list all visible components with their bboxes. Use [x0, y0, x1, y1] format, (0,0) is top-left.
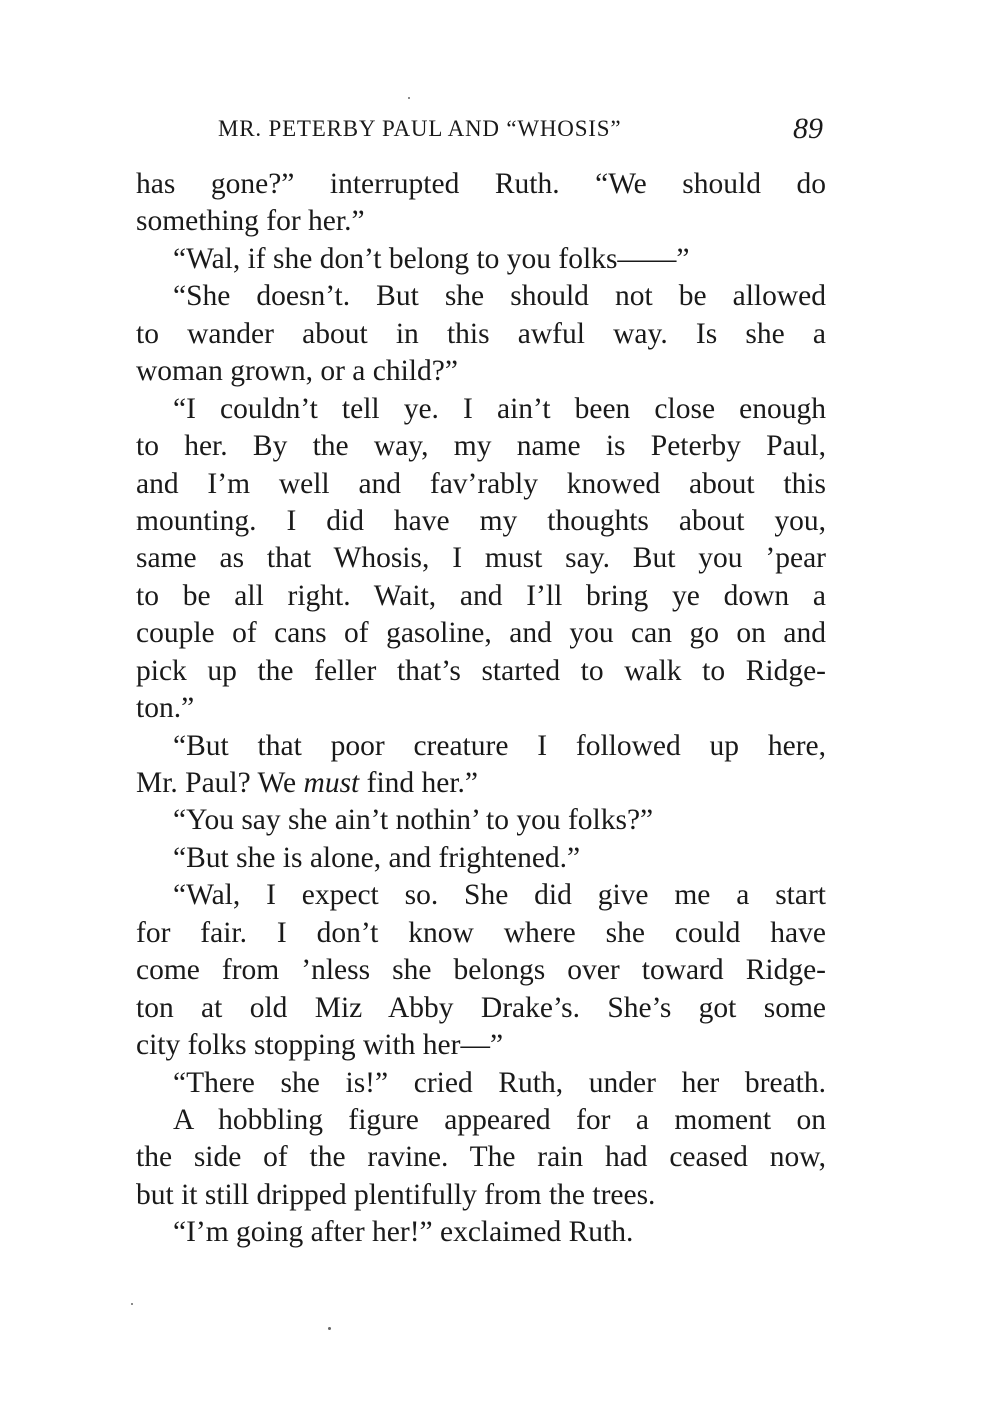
italic-word: must: [303, 767, 360, 799]
text-line: something for her.”: [136, 205, 365, 238]
text-line: “But she is alone, and frightened.”: [173, 841, 581, 874]
text-line-with-italic: [136, 765, 826, 802]
text-line: pick up the feller that’s started to walk to Ridge-: [136, 654, 826, 687]
text-line: “I’m going after her!” exclaimed Ruth.: [173, 1216, 634, 1249]
text-run: Mr. Paul? We: [136, 767, 304, 799]
paper-speck: [328, 1327, 331, 1330]
text-line: the side of the ravine. The rain had ceased now,: [136, 1141, 826, 1174]
text-line: couple of cans of gasoline, and you can go on and: [136, 617, 826, 650]
text-line: “Wal, if she don’t belong to you folks——”: [173, 242, 690, 275]
text-line: “But that poor creature I followed up here,: [173, 729, 826, 762]
text-line: has gone?” interrupted Ruth. “We should do: [136, 168, 826, 200]
text-line: but it still dripped plentifully from the trees.: [136, 1178, 656, 1211]
text-line: same as that Whosis, I must say. But you ’pear: [136, 542, 826, 575]
running-title: MR. PETERBY PAUL AND “WHOSIS”: [218, 116, 622, 141]
text-run: find her.”: [359, 767, 479, 799]
text-line: and I’m well and fav’rably knowed about this: [136, 467, 826, 500]
text-line: “She doesn’t. But she should not be allowed: [173, 280, 826, 313]
text-line: come from ’nless she belongs over toward Ridge-: [136, 954, 826, 987]
text-line: mounting. I did have my thoughts about you,: [136, 504, 826, 537]
text-line: to be all right. Wait, and I’ll bring ye down a: [136, 579, 826, 612]
running-head: [218, 112, 823, 152]
text-line: ton at old Miz Abby Drake’s. She’s got some: [136, 991, 826, 1024]
paper-speck: [408, 97, 410, 99]
paper-speck: [131, 1303, 133, 1305]
text-line: “There she is!” cried Ruth, under her breath.: [173, 1066, 826, 1099]
text-line: “I couldn’t tell ye. I ain’t been close enough: [173, 392, 826, 425]
body-text: [136, 166, 826, 1252]
text-line: to wander about in this awful way. Is she a: [136, 317, 826, 350]
text-line: to her. By the way, my name is Peterby Paul,: [136, 430, 826, 463]
text-line: “You say she ain’t nothin’ to you folks?”: [173, 804, 654, 837]
text-line: for fair. I don’t know where she could have: [136, 916, 826, 949]
text-line: “Wal, I expect so. She did give me a start: [173, 879, 826, 912]
page-number: 89: [793, 112, 823, 145]
text-line: A hobbling figure appeared for a moment on: [173, 1103, 826, 1136]
text-line: woman grown, or a child?”: [136, 355, 458, 388]
text-line: ton.”: [136, 692, 195, 725]
text-line: city folks stopping with her—”: [136, 1029, 504, 1062]
